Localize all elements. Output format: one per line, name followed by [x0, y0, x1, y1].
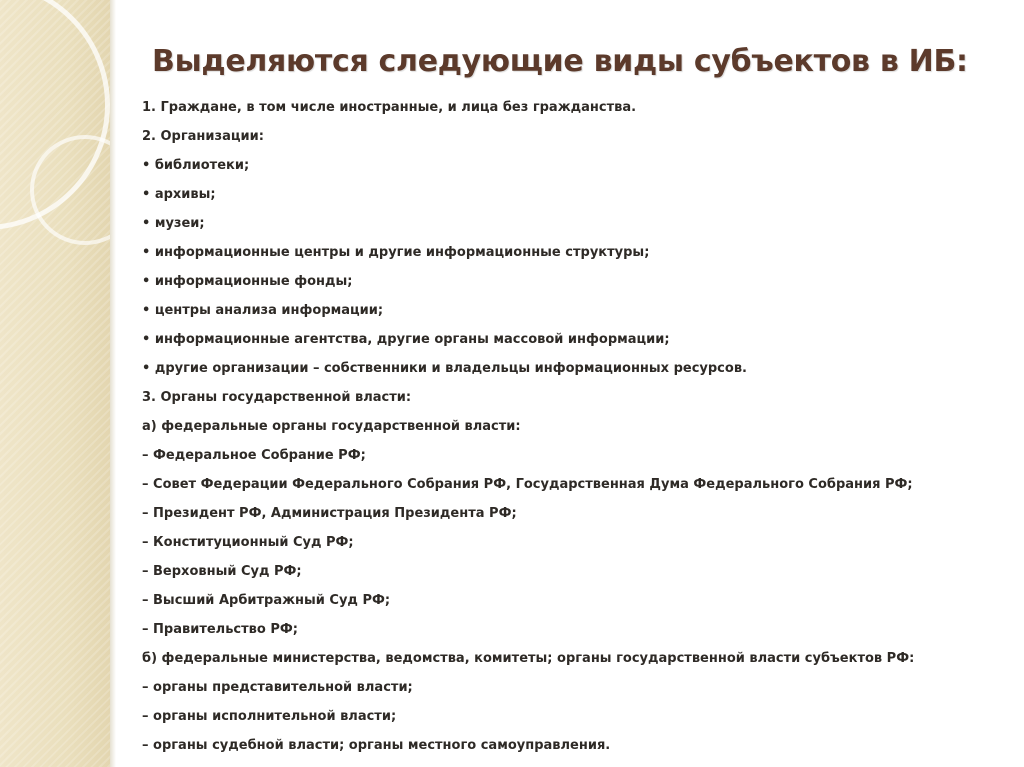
list-item: • музеи;: [142, 216, 205, 231]
list-item: • архивы;: [142, 187, 216, 202]
list-item: – органы исполнительной власти;: [142, 709, 397, 724]
list-item: 3. Органы государственной власти:: [142, 390, 412, 405]
side-panel-edge: [110, 0, 116, 767]
list-item: 1. Граждане, в том числе иностранные, и лица без гражданства.: [142, 100, 637, 115]
slide-title: Выделяются следующие виды субъектов в ИБ:: [152, 44, 968, 79]
list-item: – Федеральное Собрание РФ;: [142, 448, 366, 463]
list-item: • другие организации – собственники и владельцы информационных ресурсов.: [142, 361, 747, 376]
list-item: а) федеральные органы государственной власти:: [142, 419, 521, 434]
list-item: – Правительство РФ;: [142, 622, 298, 637]
list-item: – органы представительной власти;: [142, 680, 413, 695]
list-item: – Президент РФ, Администрация Президента РФ;: [142, 506, 517, 521]
list-item: • библиотеки;: [142, 158, 250, 173]
list-item: – Верховный Суд РФ;: [142, 564, 302, 579]
list-item: • информационные фонды;: [142, 274, 353, 289]
subject-list: [142, 96, 914, 763]
list-item: – Совет Федерации Федерального Собрания РФ, Государственная Дума Федерального Собрания РФ;: [142, 477, 913, 492]
list-item: – Конституционный Суд РФ;: [142, 535, 354, 550]
list-item: – Высший Арбитражный Суд РФ;: [142, 593, 391, 608]
list-item: – органы судебной власти; органы местного самоуправления.: [142, 738, 611, 753]
list-item: б) федеральные министерства, ведомства, комитеты; органы государственной власти субъектов РФ:: [142, 651, 915, 666]
list-item: • информационные центры и другие информационные структуры;: [142, 245, 650, 260]
decorative-side-panel: [0, 0, 110, 767]
list-item: 2. Организации:: [142, 129, 264, 144]
list-item: • центры анализа информации;: [142, 303, 384, 318]
list-item: • информационные агентства, другие органы массовой информации;: [142, 332, 670, 347]
